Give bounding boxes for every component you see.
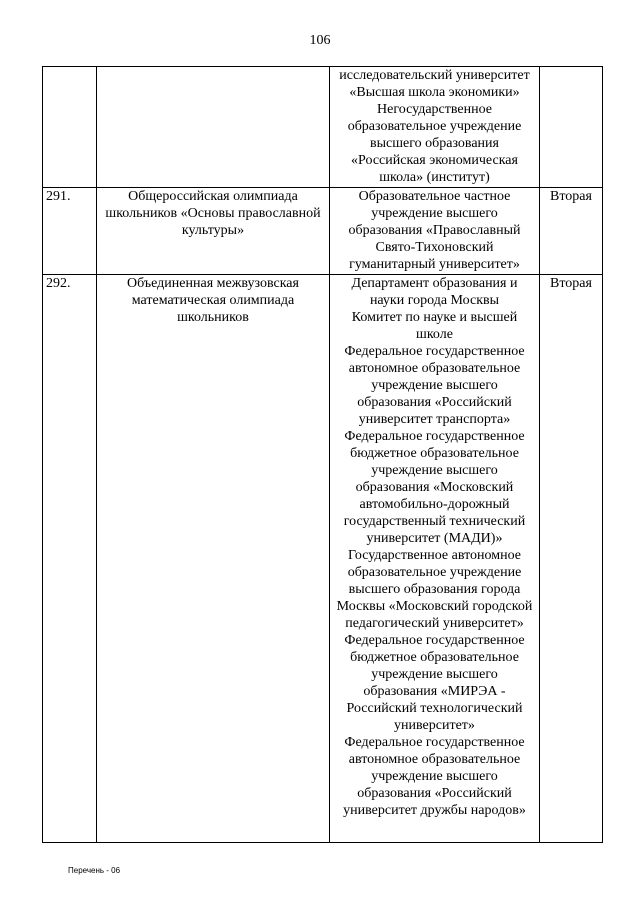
olympiad-level bbox=[540, 67, 603, 188]
footer-label: Перечень - 06 bbox=[68, 866, 121, 875]
organizer-entry: Федеральное государственное бюджетное образовательное учреждение высшего образования «Московский автомобильно-дорожный государственный технический университет (МАДИ)» bbox=[343, 429, 526, 546]
organizer-entry: Федеральное государственное автономное образовательное учреждение высшего образования «Российский университет транспорта» bbox=[344, 344, 525, 427]
organizer-entry: исследовательский университет «Высшая школа экономики» bbox=[339, 68, 530, 100]
organizers-cell bbox=[330, 188, 540, 275]
olympiad-name: Общероссийская олимпиада школьников «Основы православной культуры» bbox=[97, 188, 330, 275]
olympiad-table bbox=[42, 66, 603, 843]
table-row bbox=[43, 67, 603, 188]
organizer-entry: Департамент образования и науки города Москвы bbox=[351, 276, 518, 308]
table-row bbox=[43, 188, 603, 275]
row-number bbox=[43, 67, 97, 188]
organizer-entry: Федеральное государственное бюджетное образовательное учреждение высшего образования «МИРЭА - Российский технологический университет» bbox=[344, 633, 525, 733]
olympiad-name bbox=[97, 67, 330, 188]
organizer-entry: Государственное автономное образовательное учреждение высшего образования города Москвы «Московский городской педагогический университет» bbox=[336, 548, 533, 631]
row-number: 291. bbox=[43, 188, 97, 275]
page-number: 106 bbox=[309, 33, 331, 48]
olympiad-name: Объединенная межвузовская математическая олимпиада школьников bbox=[97, 275, 330, 843]
organizer-entry: Образовательное частное учреждение высшего образования «Православный Свято-Тихоновский гуманитарный университет» bbox=[348, 189, 521, 272]
organizer-entry: Федеральное государственное автономное образовательное учреждение высшего образования «Российский университет дружбы народов» bbox=[343, 735, 526, 818]
olympiad-level: Вторая bbox=[540, 275, 603, 843]
table-row bbox=[43, 275, 603, 843]
row-number: 292. bbox=[43, 275, 97, 843]
olympiad-level: Вторая bbox=[540, 188, 603, 275]
organizers-cell bbox=[330, 275, 540, 843]
organizer-entry: Комитет по науке и высшей школе bbox=[351, 310, 518, 342]
organizer-entry: Негосударственное образовательное учреждение высшего образования «Российская экономическая школа» (институт) bbox=[347, 102, 522, 185]
organizers-cell bbox=[330, 67, 540, 188]
